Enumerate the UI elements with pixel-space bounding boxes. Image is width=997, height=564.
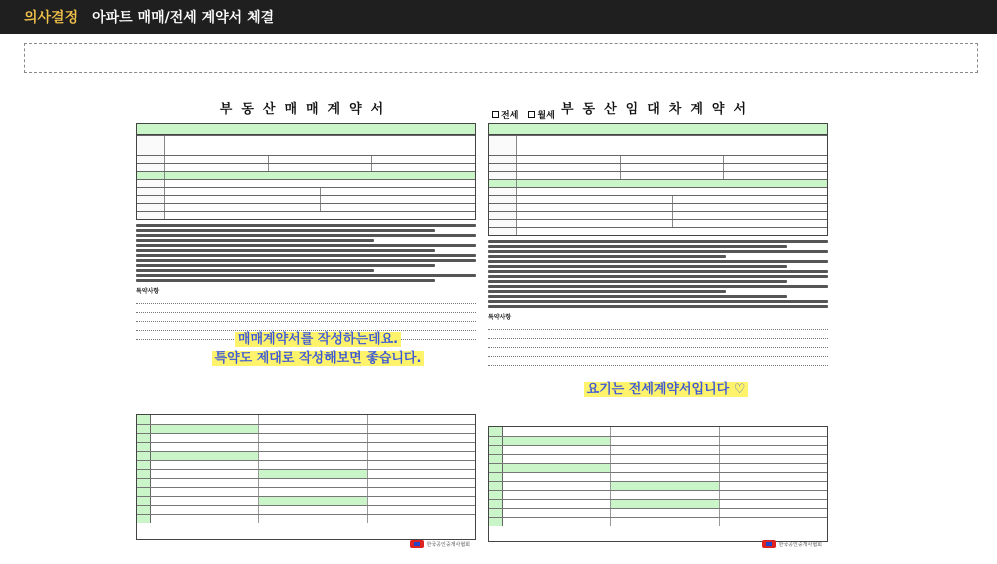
lease-callout-text: 요기는 전세계약서입니다 ♡ bbox=[584, 382, 749, 397]
kar-logo bbox=[762, 540, 822, 548]
lease-kind-monthly: 월세 bbox=[528, 108, 554, 121]
sale-callout-line-1: 매매계약서를 작성하는데요. bbox=[235, 332, 401, 347]
kar-logo-icon bbox=[410, 540, 424, 548]
section-label[interactable]: 의사결정 bbox=[24, 10, 79, 26]
contract-clauses bbox=[488, 240, 828, 308]
property-table bbox=[488, 135, 828, 236]
kar-logo-text: 한국공인중개사협회 bbox=[778, 541, 822, 548]
sale-contract-title: 부동산매매계약서 bbox=[219, 102, 393, 117]
top-bar bbox=[0, 0, 997, 34]
lease-callout bbox=[566, 380, 766, 399]
sale-contract-image bbox=[136, 92, 476, 552]
form-header-bar bbox=[488, 123, 828, 135]
kar-logo-icon bbox=[762, 540, 776, 548]
lease-contract-image bbox=[488, 92, 828, 552]
special-terms bbox=[488, 312, 828, 366]
checkbox-icon bbox=[528, 111, 535, 118]
special-terms-label: 특약사항 bbox=[136, 288, 160, 295]
property-table bbox=[136, 135, 476, 220]
page-title: 아파트 매매/전세 계약서 체결 bbox=[92, 10, 275, 26]
lease-kind-options bbox=[492, 108, 555, 121]
checkbox-icon bbox=[492, 111, 499, 118]
kar-logo bbox=[410, 540, 470, 548]
kar-logo-text: 한국공인중개사협회 bbox=[426, 541, 470, 548]
party-signature-table bbox=[136, 414, 476, 540]
form-header-bar bbox=[136, 123, 476, 135]
sale-callout bbox=[208, 330, 428, 368]
contract-clauses bbox=[136, 224, 476, 282]
banner-placeholder bbox=[24, 43, 978, 73]
lease-kind-jeonse: 전세 bbox=[492, 108, 518, 121]
party-signature-table bbox=[488, 426, 828, 542]
special-terms-label: 특약사항 bbox=[488, 314, 512, 321]
lease-contract-title: 부동산임대차계약서 bbox=[560, 102, 756, 117]
sale-callout-line-2: 특약도 제대로 작성해보면 좋습니다. bbox=[212, 351, 425, 366]
